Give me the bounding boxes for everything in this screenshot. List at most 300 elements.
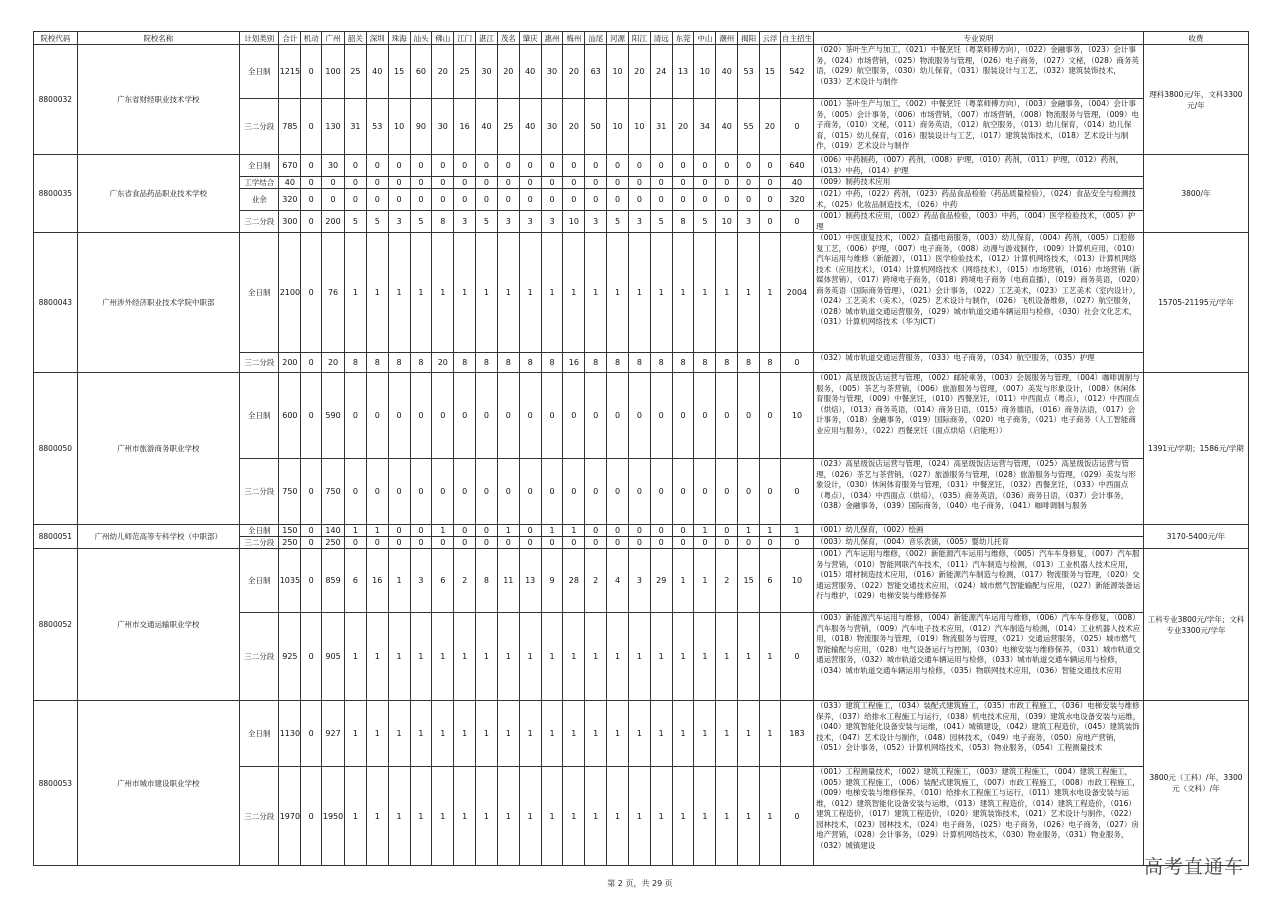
quota-cell: 25 xyxy=(344,45,366,99)
quota-cell: 8 xyxy=(432,211,454,233)
quota-cell: 0 xyxy=(738,537,760,549)
quota-cell: 785 xyxy=(279,99,301,155)
quota-cell: 40 xyxy=(716,99,738,155)
quota-cell: 1 xyxy=(410,767,432,866)
quota-cell: 200 xyxy=(322,211,345,233)
quota-cell: 8 xyxy=(607,353,629,373)
quota-cell: 0 xyxy=(497,177,519,189)
quota-cell: 0 xyxy=(780,211,813,233)
quota-cell: 0 xyxy=(366,177,388,189)
quota-cell: 20 xyxy=(432,45,454,99)
tuition-fee: 3800/年 xyxy=(1143,155,1248,233)
quota-cell: 0 xyxy=(650,525,672,537)
quota-cell: 0 xyxy=(432,155,454,177)
quota-cell: 1 xyxy=(628,233,650,353)
quota-cell: 2 xyxy=(585,549,607,613)
quota-cell: 0 xyxy=(519,189,541,211)
quota-cell: 1 xyxy=(541,525,563,537)
quota-cell: 0 xyxy=(388,155,410,177)
quota-cell: 0 xyxy=(585,177,607,189)
quota-cell: 1 xyxy=(432,613,454,701)
quota-cell: 2100 xyxy=(279,233,301,353)
quota-cell: 1 xyxy=(672,701,694,767)
column-header: 收费 xyxy=(1143,32,1248,45)
quota-cell: 0 xyxy=(760,177,781,189)
quota-cell: 1 xyxy=(410,233,432,353)
quota-cell: 1 xyxy=(344,701,366,767)
quota-cell: 0 xyxy=(716,373,738,459)
column-header: 韶关 xyxy=(344,32,366,45)
quota-cell: 1 xyxy=(388,701,410,767)
quota-cell: 0 xyxy=(301,99,322,155)
quota-cell: 0 xyxy=(628,189,650,211)
major-description: （032）城市轨道交通运营服务，（033）电子商务，（034）航空服务，（035）护理 xyxy=(814,353,1144,373)
quota-cell: 8 xyxy=(672,353,694,373)
quota-cell: 0 xyxy=(410,155,432,177)
plan-type: 三二分段 xyxy=(239,211,279,233)
quota-cell: 1 xyxy=(519,233,541,353)
quota-cell: 0 xyxy=(716,155,738,177)
column-header: 自主招生 xyxy=(781,33,812,43)
quota-cell: 0 xyxy=(563,537,585,549)
column-header: 东莞 xyxy=(672,32,694,45)
quota-cell: 30 xyxy=(432,99,454,155)
quota-cell: 0 xyxy=(301,613,322,701)
quota-cell: 0 xyxy=(388,537,410,549)
quota-cell: 1 xyxy=(454,767,476,866)
quota-cell: 0 xyxy=(607,525,629,537)
quota-cell: 0 xyxy=(672,525,694,537)
quota-cell: 1 xyxy=(760,233,781,353)
quota-cell: 0 xyxy=(607,459,629,525)
quota-cell: 1 xyxy=(585,233,607,353)
quota-cell: 1 xyxy=(388,613,410,701)
plan-type: 三二分段 xyxy=(239,353,279,373)
plan-type: 全日制 xyxy=(239,45,279,99)
plan-type: 三二分段 xyxy=(239,459,279,525)
quota-cell: 8 xyxy=(628,353,650,373)
quota-cell: 0 xyxy=(541,459,563,525)
quota-cell: 3 xyxy=(388,211,410,233)
quota-cell: 0 xyxy=(780,459,813,525)
quota-cell: 30 xyxy=(541,99,563,155)
quota-cell: 0 xyxy=(301,45,322,99)
quota-cell: 1 xyxy=(541,613,563,701)
column-header: 广州 xyxy=(322,32,345,45)
quota-cell: 1 xyxy=(388,767,410,866)
quota-cell: 3 xyxy=(738,211,760,233)
column-header: 中山 xyxy=(694,32,716,45)
plan-type: 三二分段 xyxy=(239,767,279,866)
plan-type: 全日制 xyxy=(239,701,279,767)
quota-cell: 20 xyxy=(432,353,454,373)
quota-cell: 1 xyxy=(738,233,760,353)
quota-cell: 8 xyxy=(476,549,498,613)
quota-cell: 1 xyxy=(519,701,541,767)
quota-cell: 925 xyxy=(279,613,301,701)
quota-cell: 31 xyxy=(650,99,672,155)
quota-cell: 130 xyxy=(322,99,345,155)
quota-cell: 859 xyxy=(322,549,345,613)
quota-cell: 200 xyxy=(279,353,301,373)
quota-cell: 8 xyxy=(672,211,694,233)
quota-cell: 0 xyxy=(497,459,519,525)
major-description: （006）中药制药，（007）药剂，（008）护理，（010）药剂，（011）护理，（012）药剂，（013）中药，（014）护理 xyxy=(814,155,1144,177)
quota-cell: 34 xyxy=(694,99,716,155)
quota-cell: 0 xyxy=(585,459,607,525)
quota-cell: 0 xyxy=(301,525,322,537)
quota-cell: 0 xyxy=(344,459,366,525)
plan-type: 全日制 xyxy=(239,525,279,537)
quota-cell: 0 xyxy=(519,373,541,459)
school-code: 8800051 xyxy=(34,525,78,549)
table-row xyxy=(34,549,1249,613)
major-description: （023）高星级饭店运营与管理，（024）高星级饭店运营与管理，（025）高星级饭店运营与管理，（026）茶艺与茶营销，（027）旅游服务与管理，（028）旅游服务与管理，（029）美发与形象设计，（030）休闲体育服务与管理，（031）中餐烹饪，（032）西餐烹饪，（033）中西面点（粤点），（034）中西面点（烘焙），（035）商务英语，（036）商务日语，（037）会计事务，（038）金融事务，（039）国际商务，（040）电子商务，（041）咖啡调制与服务 xyxy=(814,459,1144,525)
quota-cell: 0 xyxy=(454,537,476,549)
quota-cell: 1 xyxy=(563,233,585,353)
quota-cell: 300 xyxy=(279,211,301,233)
plan-type: 全日制 xyxy=(239,233,279,353)
table-row xyxy=(34,525,1249,537)
quota-cell: 13 xyxy=(519,549,541,613)
tuition-fee: 1391元/学期；1586元/学期 xyxy=(1143,373,1248,525)
major-description: （003）新能源汽车运用与维修，（004）新能源汽车运用与维修，（006）汽车车身修复，（008）汽车服务与营销，（009）汽车电子技术应用，（012）汽车制造与检测，（014）工业机器人技术应用，（018）物流服务与管理，（019）物流服务与管理，（021）交通运营服务，（025）城市燃气智能输配与应用，（028）电气设备运行与控制，（030）电梯安装与维修保养，（031）城市轨道交通运营服务，（032）城市轨道交通车辆运用与检修，（033）城市轨道交通车辆运用与检修，（034）城市轨道交通车辆运用与检修，（035）物联网技术应用，（036）智能交通技术应用 xyxy=(814,613,1144,701)
quota-cell: 0 xyxy=(301,701,322,767)
column-header: 揭阳 xyxy=(738,32,760,45)
quota-cell: 1 xyxy=(607,233,629,353)
quota-cell: 0 xyxy=(344,155,366,177)
quota-cell: 8 xyxy=(738,353,760,373)
quota-cell: 40 xyxy=(279,177,301,189)
quota-cell: 1 xyxy=(716,613,738,701)
quota-cell: 0 xyxy=(301,211,322,233)
quota-cell: 1 xyxy=(563,525,585,537)
quota-cell: 1 xyxy=(694,233,716,353)
quota-cell: 0 xyxy=(519,525,541,537)
quota-cell: 31 xyxy=(344,99,366,155)
quota-cell: 10 xyxy=(388,99,410,155)
plan-type: 全日制 xyxy=(239,549,279,613)
quota-cell: 0 xyxy=(760,211,781,233)
quota-cell: 40 xyxy=(780,177,813,189)
quota-cell: 1 xyxy=(432,233,454,353)
column-header: 汕头 xyxy=(410,32,432,45)
quota-cell: 1 xyxy=(716,767,738,866)
quota-cell: 5 xyxy=(650,211,672,233)
quota-cell: 640 xyxy=(780,155,813,177)
quota-cell: 0 xyxy=(694,155,716,177)
quota-cell: 53 xyxy=(738,45,760,99)
quota-cell: 1 xyxy=(563,613,585,701)
quota-cell: 1 xyxy=(694,549,716,613)
quota-cell: 250 xyxy=(279,537,301,549)
quota-cell: 750 xyxy=(322,459,345,525)
quota-cell: 20 xyxy=(322,353,345,373)
quota-cell: 0 xyxy=(585,155,607,177)
quota-cell: 5 xyxy=(410,211,432,233)
school-code: 8800043 xyxy=(34,233,78,373)
quota-cell: 0 xyxy=(738,155,760,177)
quota-cell: 8 xyxy=(694,353,716,373)
quota-cell: 1 xyxy=(476,233,498,353)
column-header: 计划类别 xyxy=(239,32,279,45)
quota-cell: 20 xyxy=(563,45,585,99)
quota-cell: 76 xyxy=(322,233,345,353)
quota-cell: 0 xyxy=(738,459,760,525)
quota-cell: 16 xyxy=(563,353,585,373)
major-description: （001）茶叶生产与加工，（002）中餐烹饪（粤菜师傅方向），（003）金融事务，（004）会计事务，（005）会计事务，（006）市场营销，（007）市场营销，（008）物流服务与管理，（009）电子商务，（010）文秘，（011）商务英语，（012）航空服务，（013）幼儿保育，（014）幼儿保育，（015）幼儿保育，（016）服装设计与工艺，（017）建筑装饰技术，（018）艺术设计与制作，（019）艺术设计与制作 xyxy=(814,99,1144,155)
major-description: （033）建筑工程施工，（034）装配式建筑施工，（035）市政工程施工，（036）电梯安装与维修保养，（037）给排水工程施工与运行，（038）机电技术应用，（039）建筑水电设备安装与运维，（040）建筑智能化设备安装与运维，（041）城镇建设，（042）建筑工程造价，（045）建筑装饰技术，（047）艺术设计与制作，（048）园林技术，（049）电子商务，（050）房地产营销，（051）会计事务，（052）计算机网络技术，（053）物业服务，（054）工程测量技术 xyxy=(814,701,1144,767)
quota-cell: 25 xyxy=(454,45,476,99)
quota-cell: 0 xyxy=(738,189,760,211)
quota-cell: 1 xyxy=(366,233,388,353)
quota-cell: 5 xyxy=(694,211,716,233)
column-header: 清远 xyxy=(650,32,672,45)
quota-cell: 0 xyxy=(497,373,519,459)
column-header: 茂名 xyxy=(497,32,519,45)
column-header: 深圳 xyxy=(366,32,388,45)
quota-cell: 0 xyxy=(650,373,672,459)
column-header: 湛江 xyxy=(476,32,498,45)
quota-cell: 1 xyxy=(519,767,541,866)
quota-cell: 1 xyxy=(541,701,563,767)
quota-cell: 0 xyxy=(760,537,781,549)
quota-cell: 8 xyxy=(454,353,476,373)
quota-cell: 0 xyxy=(780,613,813,701)
quota-cell: 927 xyxy=(322,701,345,767)
quota-cell: 60 xyxy=(410,45,432,99)
quota-cell: 0 xyxy=(519,155,541,177)
quota-cell: 1 xyxy=(366,701,388,767)
quota-cell: 0 xyxy=(607,537,629,549)
quota-cell: 0 xyxy=(388,525,410,537)
quota-cell: 10 xyxy=(563,211,585,233)
major-description: （001）制药技术应用，（002）药品食品检验，（003）中药，（004）医学检验技术，（005）护理 xyxy=(814,211,1144,233)
quota-cell: 10 xyxy=(780,549,813,613)
quota-cell: 1 xyxy=(738,525,760,537)
quota-cell: 0 xyxy=(694,373,716,459)
quota-cell: 1 xyxy=(366,613,388,701)
quota-cell: 3 xyxy=(628,211,650,233)
column-header: 专业说明 xyxy=(814,32,1144,45)
quota-cell: 0 xyxy=(541,373,563,459)
quota-cell: 0 xyxy=(388,373,410,459)
quota-cell: 0 xyxy=(694,177,716,189)
school-name: 广州市旅游商务职业学校 xyxy=(77,373,239,525)
quota-cell: 0 xyxy=(344,373,366,459)
admission-plan-table xyxy=(33,31,1249,866)
quota-cell: 5 xyxy=(344,211,366,233)
table-row xyxy=(34,701,1249,767)
quota-cell: 3 xyxy=(585,211,607,233)
column-header: 汕尾 xyxy=(585,32,607,45)
quota-cell: 0 xyxy=(716,189,738,211)
quota-cell: 0 xyxy=(301,233,322,353)
quota-cell: 0 xyxy=(476,459,498,525)
quota-cell: 10 xyxy=(607,99,629,155)
quota-cell: 0 xyxy=(454,459,476,525)
quota-cell: 0 xyxy=(628,537,650,549)
quota-cell: 0 xyxy=(760,373,781,459)
quota-cell: 0 xyxy=(301,767,322,866)
quota-cell: 1 xyxy=(672,767,694,866)
plan-type: 全日制 xyxy=(239,373,279,459)
column-header: 珠海 xyxy=(388,32,410,45)
quota-cell: 140 xyxy=(322,525,345,537)
quota-cell: 20 xyxy=(563,99,585,155)
quota-cell: 1970 xyxy=(279,767,301,866)
quota-cell: 0 xyxy=(344,189,366,211)
quota-cell: 3 xyxy=(541,211,563,233)
admission-plan-sheet xyxy=(33,31,1249,866)
quota-cell: 0 xyxy=(563,177,585,189)
column-header: 河源 xyxy=(607,32,629,45)
quota-cell: 0 xyxy=(410,459,432,525)
quota-cell: 24 xyxy=(650,45,672,99)
tuition-fee: 3800元（工科）/年，3300元（文科）/年 xyxy=(1143,701,1248,866)
quota-cell: 0 xyxy=(738,373,760,459)
plan-type: 三二分段 xyxy=(239,537,279,549)
quota-cell: 0 xyxy=(388,177,410,189)
quota-cell: 0 xyxy=(650,459,672,525)
quota-cell: 0 xyxy=(497,189,519,211)
quota-cell: 1 xyxy=(388,549,410,613)
quota-cell: 3 xyxy=(519,211,541,233)
quota-cell: 29 xyxy=(650,549,672,613)
quota-cell: 2 xyxy=(716,549,738,613)
quota-cell: 30 xyxy=(322,155,345,177)
quota-cell: 0 xyxy=(366,459,388,525)
quota-cell: 0 xyxy=(410,537,432,549)
quota-cell: 1 xyxy=(716,233,738,353)
column-header: 肇庆 xyxy=(519,32,541,45)
quota-cell: 15 xyxy=(388,45,410,99)
quota-cell: 8 xyxy=(716,353,738,373)
quota-cell: 0 xyxy=(454,155,476,177)
quota-cell: 0 xyxy=(301,373,322,459)
quota-cell: 40 xyxy=(716,45,738,99)
quota-cell: 0 xyxy=(628,155,650,177)
quota-cell: 1 xyxy=(607,767,629,866)
quota-cell: 0 xyxy=(301,459,322,525)
quota-cell: 0 xyxy=(780,99,813,155)
quota-cell: 0 xyxy=(672,373,694,459)
quota-cell: 1 xyxy=(607,613,629,701)
quota-cell: 10 xyxy=(694,45,716,99)
quota-cell: 0 xyxy=(563,189,585,211)
quota-cell: 13 xyxy=(672,45,694,99)
quota-cell: 0 xyxy=(301,353,322,373)
quota-cell: 0 xyxy=(344,537,366,549)
major-description: （001）工程测量技术，（002）建筑工程施工，（003）建筑工程施工，（004）建筑工程施工，（005）建筑工程施工，（006）装配式建筑施工，（007）市政工程施工，（008）市政工程施工，（009）电梯安装与维修保养，（010）给排水工程施工与运行，（011）建筑水电设备安装与运维，（012）建筑智能化设备安装与运维，（013）建筑工程造价，（014）建筑工程造价，（016）建筑工程造价，（017）建筑工程造价，（020）建筑装饰技术，（021）艺术设计与制作，（022）园林技术，（023）园林技术，（024）电子商务，（025）电子商务，（026）电子商务，（027）房地产营销，（028）会计事务，（029）计算机网络技术，（030）物业服务，（031）物业服务，（032）城镇建设 xyxy=(814,767,1144,866)
quota-cell: 30 xyxy=(541,45,563,99)
tuition-fee: 工科专业3800元/学年；文科专业3300元/学年 xyxy=(1143,549,1248,701)
quota-cell: 0 xyxy=(780,537,813,549)
column-header: 院校名称 xyxy=(77,32,239,45)
quota-cell: 1 xyxy=(585,767,607,866)
quota-cell: 0 xyxy=(410,189,432,211)
quota-cell: 1 xyxy=(497,701,519,767)
quota-cell: 0 xyxy=(607,155,629,177)
school-name: 广州市交通运输职业学校 xyxy=(77,549,239,701)
quota-cell: 15 xyxy=(738,549,760,613)
quota-cell: 0 xyxy=(432,459,454,525)
column-header: 梅州 xyxy=(563,32,585,45)
quota-cell: 10 xyxy=(607,45,629,99)
quota-cell: 40 xyxy=(519,45,541,99)
quota-cell: 1 xyxy=(563,767,585,866)
quota-cell: 15 xyxy=(760,45,781,99)
quota-cell: 0 xyxy=(563,373,585,459)
quota-cell: 20 xyxy=(672,99,694,155)
table-row xyxy=(34,155,1249,177)
quota-cell: 1 xyxy=(519,613,541,701)
quota-cell: 1 xyxy=(344,233,366,353)
page-number: 第 2 页，共 29 页 xyxy=(607,879,673,888)
quota-cell: 0 xyxy=(716,537,738,549)
school-code: 8800035 xyxy=(34,155,78,233)
quota-cell: 6 xyxy=(344,549,366,613)
column-header: 潮州 xyxy=(716,32,738,45)
major-description: （001）中医康复技术，（002）直播电商服务，（003）幼儿保育，（004）药剂，（005）口腔修复工艺，（006）护理，（007）电子商务，（008）动漫与游戏制作，（009）计算机应用，（010）汽车运用与维修（新能源），（011）医学检验技术，（012）计算机网络技术，（013）计算机网络技术（应用技术），（014）计算机网络技术（网络技术），（015）市场营销，（016）市场营销（新媒体营销），（017）跨境电子商务，（018）跨境电子商务（电商直播），（019）商务英语，（020）商务英语（国际商务管理），（021）会计事务，（022）工艺美术，（023）工艺美术（室内设计），（024）工艺美术（美术），（025）艺术设计与制作，（026）飞机设备维修，（027）航空服务，（028）城市轨道交通运营服务，（029）城市轨道交通车辆运用与检修，（030）社会文化艺术，（031）计算机网络技术（华为ICT） xyxy=(814,233,1144,353)
quota-cell: 320 xyxy=(279,189,301,211)
school-name: 广东省财经职业技术学校 xyxy=(77,45,239,155)
quota-cell: 40 xyxy=(519,99,541,155)
quota-cell: 750 xyxy=(279,459,301,525)
quota-cell: 1 xyxy=(780,525,813,537)
quota-cell: 0 xyxy=(541,189,563,211)
quota-cell: 0 xyxy=(476,189,498,211)
quota-cell: 0 xyxy=(344,177,366,189)
quota-cell: 0 xyxy=(410,525,432,537)
quota-cell: 0 xyxy=(454,189,476,211)
tuition-fee: 3170-5400元/年 xyxy=(1143,525,1248,549)
quota-cell: 11 xyxy=(497,549,519,613)
table-row xyxy=(34,373,1249,459)
quota-cell: 1 xyxy=(497,767,519,866)
plan-type: 三二分段 xyxy=(239,99,279,155)
quota-cell: 10 xyxy=(628,99,650,155)
quota-cell: 1 xyxy=(694,767,716,866)
quota-cell: 1 xyxy=(541,767,563,866)
quota-cell: 0 xyxy=(366,373,388,459)
quota-cell: 0 xyxy=(476,373,498,459)
quota-cell: 1 xyxy=(454,613,476,701)
quota-cell: 0 xyxy=(760,155,781,177)
quota-cell: 1 xyxy=(738,613,760,701)
quota-cell: 16 xyxy=(454,99,476,155)
quota-cell: 1 xyxy=(410,701,432,767)
quota-cell: 40 xyxy=(476,99,498,155)
quota-cell: 1 xyxy=(366,767,388,866)
quota-cell: 1 xyxy=(476,701,498,767)
plan-type: 工学结合 xyxy=(239,177,279,189)
quota-cell: 0 xyxy=(476,525,498,537)
quota-cell: 0 xyxy=(432,373,454,459)
quota-cell: 20 xyxy=(497,45,519,99)
quota-cell: 0 xyxy=(454,525,476,537)
watermark-text: 高考直通车 xyxy=(1144,856,1245,878)
quota-cell: 0 xyxy=(585,373,607,459)
quota-cell: 0 xyxy=(519,177,541,189)
quota-cell: 0 xyxy=(454,177,476,189)
quota-cell: 8 xyxy=(541,353,563,373)
quota-cell: 0 xyxy=(432,537,454,549)
quota-cell: 0 xyxy=(716,459,738,525)
quota-cell: 0 xyxy=(301,177,322,189)
quota-cell: 0 xyxy=(672,155,694,177)
quota-cell: 100 xyxy=(322,45,345,99)
